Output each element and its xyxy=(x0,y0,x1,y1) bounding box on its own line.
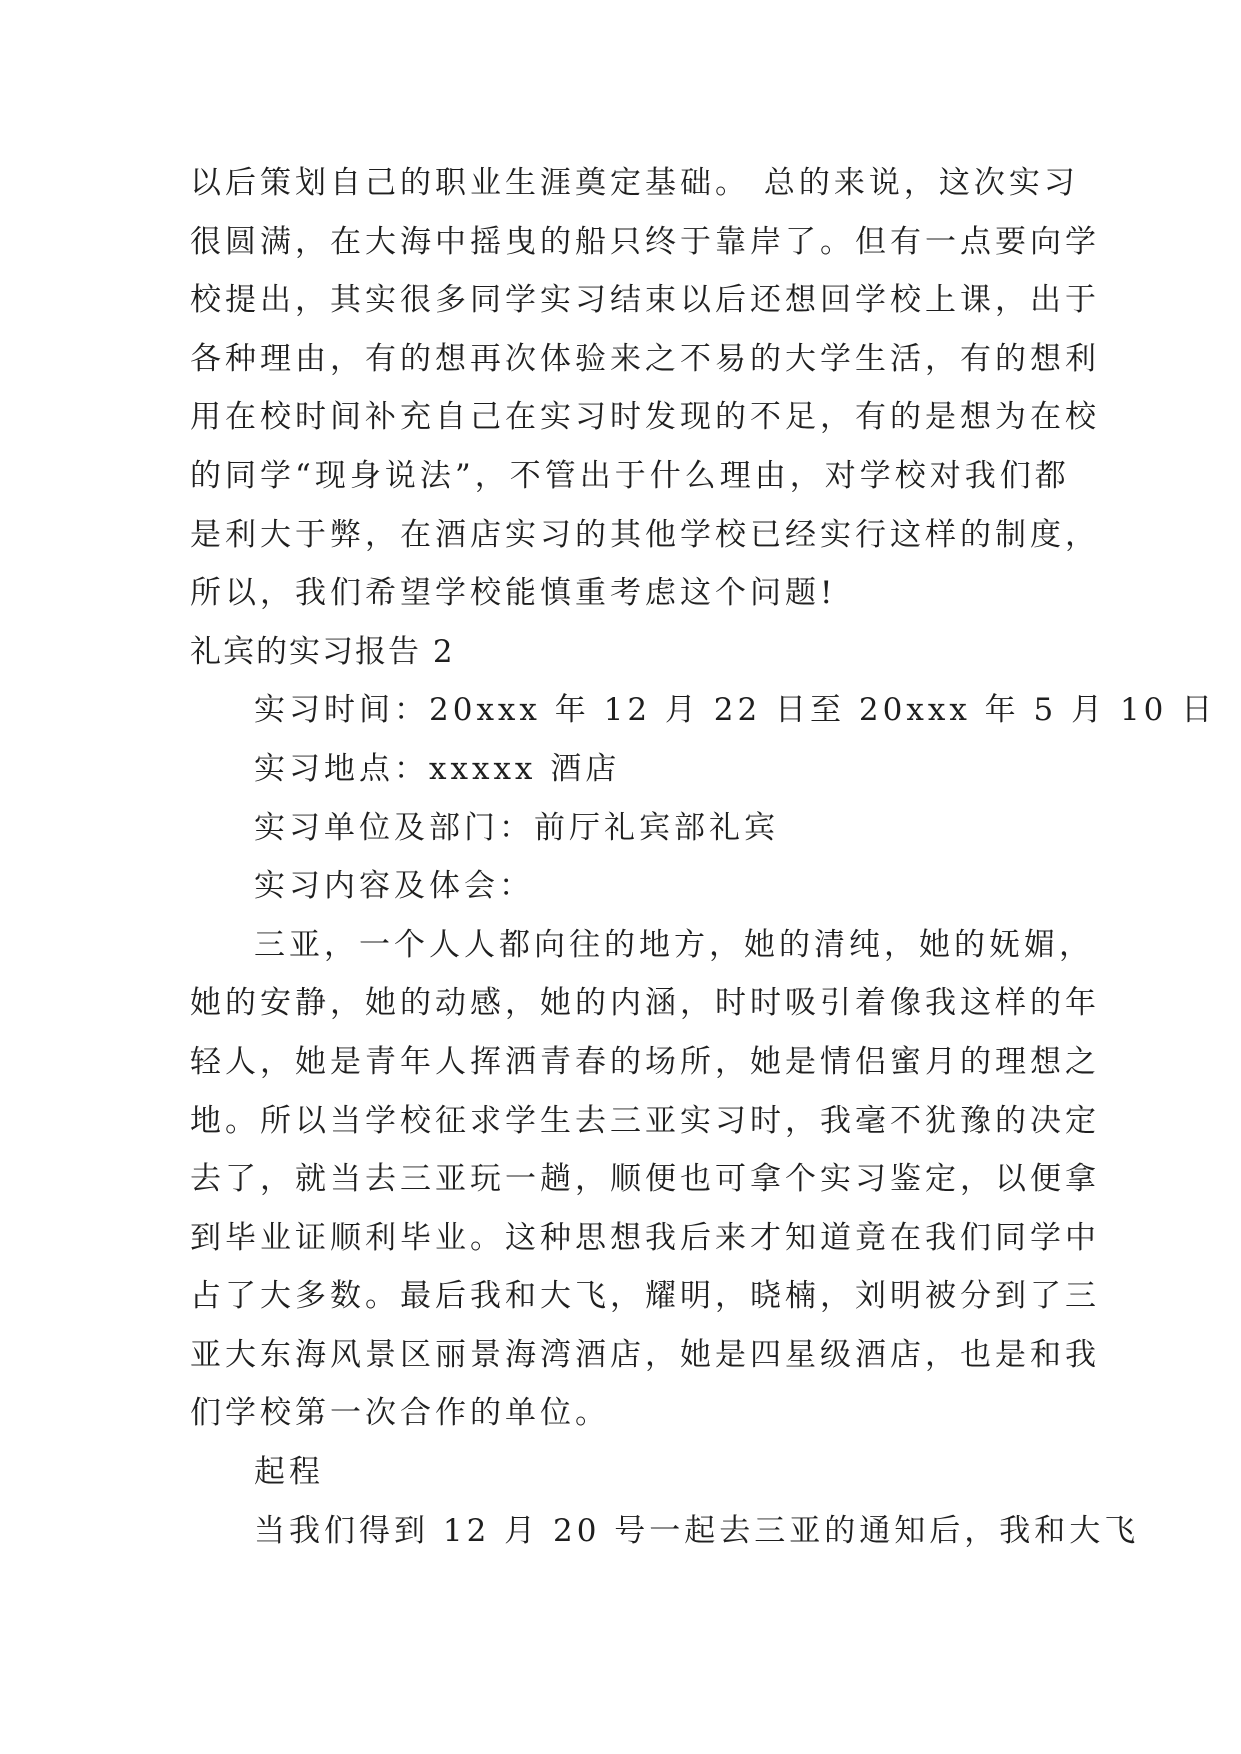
text-line: 轻人，她是青年人挥洒青春的场所，她是情侣蜜月的理想之 xyxy=(190,1043,1100,1080)
text-line: 以后策划自己的职业生涯奠定基础。 总的来说，这次实习 xyxy=(190,165,1079,201)
text-line: 地。所以当学校征求学生去三亚实习时，我毫不犹豫的决定 xyxy=(190,1102,1100,1139)
text-line: 各种理由，有的想再次体验来之不易的大学生活，有的想利 xyxy=(190,340,1100,377)
info-content: 实习内容及体会： xyxy=(254,868,534,905)
text-line: 用在校时间补充自己在实习时发现的不足，有的是想为在校 xyxy=(190,399,1100,436)
text-line: 三亚，一个人人都向往的地方，她的清纯，她的妩媚， xyxy=(254,926,1094,963)
text-line: 占了大多数。最后我和大飞，耀明，晓楠，刘明被分到了三 xyxy=(190,1278,1100,1315)
text-line: 她的安静，她的动感，她的内涵，时时吸引着像我这样的年 xyxy=(190,985,1100,1022)
text-line: 去了，就当去三亚玩一趟，顺便也可拿个实习鉴定，以便拿 xyxy=(190,1161,1100,1198)
text-line: 们学校第一次合作的单位。 xyxy=(190,1395,610,1432)
info-time: 实习时间：20xxx 年 12 月 22 日至 20xxx 年 5 月 10 日 xyxy=(254,692,1217,729)
info-place: 实习地点：xxxxx 酒店 xyxy=(254,750,621,787)
document-body xyxy=(190,154,1217,1560)
text-line: 校提出，其实很多同学实习结束以后还想回学校上课，出于 xyxy=(190,282,1100,319)
text-line: 到毕业证顺利毕业。这种思想我后来才知道竟在我们同学中 xyxy=(190,1219,1100,1256)
text-line: 很圆满，在大海中摇曳的船只终于靠岸了。但有一点要向学 xyxy=(190,223,1100,260)
text-line: 的同学“现身说法”，不管出于什么理由，对学校对我们都 xyxy=(190,457,1070,494)
text-line: 当我们得到 12 月 20 号一起去三亚的通知后，我和大飞 xyxy=(254,1512,1140,1549)
text-line: 是利大于弊，在酒店实习的其他学校已经实行这样的制度， xyxy=(190,516,1100,553)
info-unit: 实习单位及部门：前厅礼宾部礼宾 xyxy=(254,809,779,846)
text-line: 亚大东海风景区丽景海湾酒店，她是四星级酒店，也是和我 xyxy=(190,1336,1100,1373)
text-line: 所以，我们希望学校能慎重考虑这个问题! xyxy=(190,575,837,612)
section-title: 礼宾的实习报告 2 xyxy=(190,633,455,670)
subheading: 起程 xyxy=(254,1454,324,1491)
